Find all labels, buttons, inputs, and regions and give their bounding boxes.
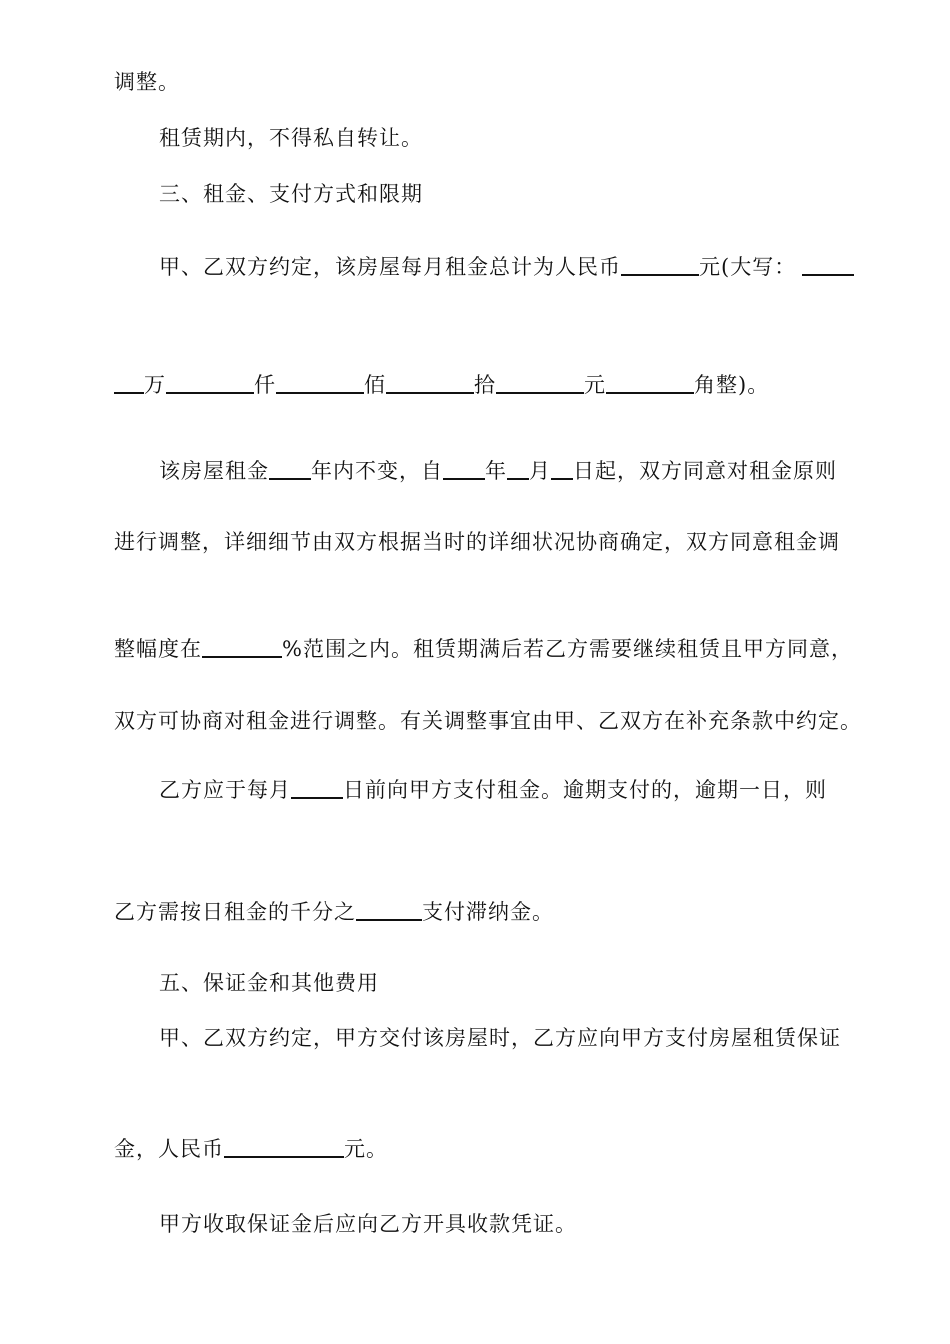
text: 支付滞纳金。 [422, 900, 554, 924]
fill-blank-start-month[interactable] [507, 456, 529, 480]
fill-blank-years[interactable] [269, 456, 311, 480]
fill-blank-percent[interactable] [202, 634, 282, 658]
text-line-deposit-agreement [159, 1024, 841, 1052]
fill-blank-rent-words[interactable] [802, 252, 854, 276]
fill-blank-deposit-amount[interactable] [224, 1134, 344, 1158]
unit-text: 角整)。 [694, 373, 770, 397]
text-line-receipt [159, 1210, 577, 1238]
fill-blank-start-day[interactable] [551, 456, 573, 480]
text: 月 [529, 459, 551, 483]
fill-blank-rent-amount[interactable] [621, 252, 699, 276]
unit-text: 元 [584, 373, 606, 397]
text: 日前向甲方支付租金。逾期支付的，逾期一日，则 [343, 778, 827, 802]
text: 元(大写： [699, 255, 797, 279]
unit-text: 仟 [254, 373, 276, 397]
fill-blank-jiao[interactable] [606, 370, 694, 394]
text: 年 [485, 459, 507, 483]
text: 日起，双方同意对租金原则 [573, 459, 837, 483]
section-heading-deposit [159, 969, 379, 997]
fill-blank-late-fee-rate[interactable] [356, 897, 422, 921]
text-line-rent-unchanged [159, 456, 837, 485]
text-line-adjustment-range [114, 634, 853, 663]
unit-text: 拾 [474, 373, 496, 397]
unit-text: 佰 [364, 373, 386, 397]
heading-text: 三、租金、支付方式和限期 [159, 182, 423, 206]
fill-blank-pay-day[interactable] [291, 775, 343, 799]
text-line-adjustment [114, 68, 180, 96]
fill-blank-qian[interactable] [166, 370, 254, 394]
fill-blank-shi[interactable] [386, 370, 474, 394]
text-line-late-fee [114, 897, 554, 926]
text: 甲方收取保证金后应向乙方开具收款凭证。 [159, 1212, 577, 1236]
fill-blank-wan[interactable] [114, 370, 144, 394]
text-line-supplementary-terms [114, 707, 862, 735]
fill-blank-bai[interactable] [276, 370, 364, 394]
text: 乙方应于每月 [159, 778, 291, 802]
fill-blank-start-year[interactable] [443, 456, 485, 480]
text: 金，人民币 [114, 1137, 224, 1161]
text: 年内不变，自 [311, 459, 443, 483]
text-line-payment-day [159, 775, 827, 804]
text: 整幅度在 [114, 637, 202, 661]
text: 元。 [344, 1137, 388, 1161]
text: %范围之内。租赁期满后若乙方需要继续租赁且甲方同意， [282, 637, 853, 661]
text-line-rent-in-words [114, 370, 769, 399]
text-line-no-sublease [159, 124, 423, 152]
unit-text: 万 [144, 373, 166, 397]
section-heading-rent [159, 180, 423, 208]
text: 甲、乙双方约定，甲方交付该房屋时，乙方应向甲方支付房屋租赁保证 [159, 1026, 841, 1050]
text: 双方可协商对租金进行调整。有关调整事宜由甲、乙双方在补充条款中约定。 [114, 709, 862, 733]
text-line-negotiation [114, 528, 840, 556]
text: 调整。 [114, 70, 180, 94]
heading-text: 五、保证金和其他费用 [159, 971, 379, 995]
fill-blank-yuan[interactable] [496, 370, 584, 394]
text: 该房屋租金 [159, 459, 269, 483]
text-line-monthly-rent [159, 252, 854, 281]
text: 乙方需按日租金的千分之 [114, 900, 356, 924]
text-line-deposit-amount [114, 1134, 388, 1163]
text: 甲、乙双方约定，该房屋每月租金总计为人民币 [159, 255, 621, 279]
text: 租赁期内，不得私自转让。 [159, 126, 423, 150]
text: 进行调整，详细细节由双方根据当时的详细状况协商确定，双方同意租金调 [114, 530, 840, 554]
